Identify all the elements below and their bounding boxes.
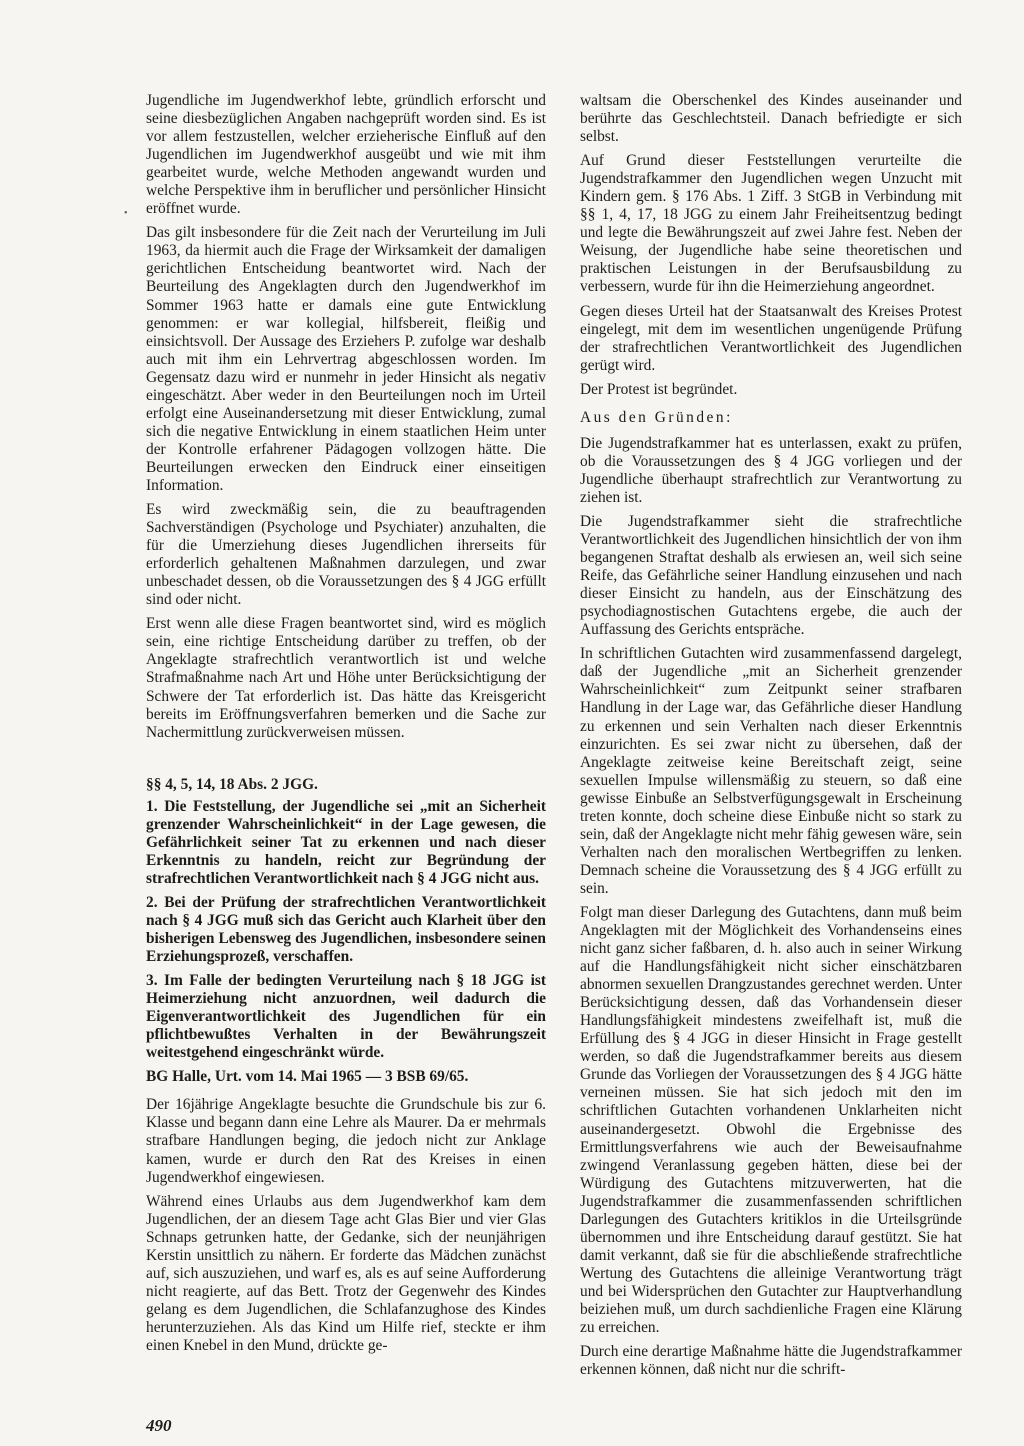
paragraph: In schriftlichen Gutachten wird zusammenfassend dargelegt, daß der Jugendliche „mit an Sicherheit grenzender Wahrscheinlichkeit“ zum Zeitpunkt seiner strafbaren Handlung in der Lage war, das Gefährliche dieser Handlung zu erkennen und sein Verhalten nach dieser Erkenntnis einzurichten. Es sei zwar nicht zu übersehen, daß der Angeklagte zeitweise keine Bereitschaft zeigt, seine sexuellen Impulse willensmäßig zu steuern, so daß eine gewisse Einbuße an Selbstverfügungsgewalt in Erscheinung treten konnte, doch scheine diese Einbuße nicht so stark zu sein, daß der Angeklagte nicht mehr fähig gewesen wäre, sein Verhalten nach den moralischen Wertbegriffen zu lenken. Demnach scheine die Voraussetzung des § 4 JGG erfüllt zu sein. <box>580 645 962 897</box>
section-gap <box>146 748 546 776</box>
right-column <box>580 92 962 1385</box>
section-heading: §§ 4, 5, 14, 18 Abs. 2 JGG. <box>146 775 318 793</box>
paragraph: Folgt man dieser Darlegung des Gutachtens, dann muß beim Angeklagten mit der Möglichkeit des Vorhandenseins eines nicht ganz sicher faßbaren, d. h. also auch in seiner Wirkung auf die Handlungsfähigkeit nicht sicher einschätzbaren abnormen sexuellen Drangzustandes gerechnet werden. Unter Berücksichtigung dessen, daß das Vorhandensein dieser Handlungsfähigkeit mindestens zweifelhaft ist, muß die Erfüllung des § 4 JGG in dieser Hinsicht in Frage gestellt werden, so daß die Jugendstrafkammer bereits aus diesem Grunde das Vorliegen der Voraussetzungen des § 4 JGG hätte verneinen müssen. Sie hat sich jedoch mit den im schriftlichen Gutachten vorhandenen Unklarheiten nicht auseinandergesetzt. Obwohl die Ergebnisse des Ermittlungsverfahrens wie auch der Beweisaufnahme zwingend Veranlassung gegeben hätten, diese bei der Würdigung des Gutachtens mitzuverwerten, hat die Jugendstrafkammer die zusammenfassenden schriftlichen Darlegungen des Gutachters kritiklos in die Urteilsgründe übernommen und ihre Entscheidung darauf gestützt. Sie hat damit verkannt, daß sie für die abschließende strafrechtliche Wertung des Gutachtens die alleinige Verantwortung trägt und bei Widersprüchen den Gutachter zur Hauptverhandlung beiziehen muß, um durch sachdienliche Fragen eine Klärung zu erreichen. <box>580 903 962 1337</box>
paragraph: Während eines Urlaubs aus dem Jugendwerkhof kam dem Jugendlichen, der an diesem Tage acht Glas Bier und vier Glas Schnaps getrunken hatte, der Gedanke, sich der neunjährigen Kerstin unsittlich zu nähern. Er forderte das Mädchen zunächst auf, sich auszuziehen, und warf es, als es auf seine Aufforderung nicht reagierte, auf das Bett. Trotz der Gegenwehr des Kindes gelang es dem Jugendlichen, die Schlafanzughose des Kindes herunterzuziehen. Als das Kind um Hilfe rief, steckte er ihm einen Knebel in den Mund, drückte ge- <box>146 1192 546 1354</box>
page-number: 490 <box>146 1416 172 1435</box>
paragraph: Die Jugendstrafkammer hat es unterlassen, exakt zu prüfen, ob die Voraussetzungen des § 4 JGG vorliegen und der Jugendliche überhaupt strafrechtlich zur Verantwortung zu ziehen ist. <box>580 434 962 506</box>
paragraph: Der 16jährige Angeklagte besuchte die Grundschule bis zur 6. Klasse und begann dann eine Lehre als Maurer. Da er mehrmals strafbare Handlungen beging, die jedoch nicht zur Anklage kamen, wurde er durch den Rat des Kreises in einen Jugendwerkhof eingewiesen. <box>146 1096 546 1186</box>
paragraph: Auf Grund dieser Feststellungen verurteilte die Jugendstrafkammer den Jugendlichen wegen Unzucht mit Kindern gem. § 176 Abs. 1 Ziff. 3 StGB in Verbindung mit §§ 1, 4, 17, 18 JGG zu einem Jahr Freiheitsentzug bedingt und legte die Bewährungszeit auf zwei Jahre fest. Neben der Weisung, der Jugendliche habe seine theoretischen und praktischen Leistungen in der Berufsausbildung zu verbessern, wurde für ihn die Heimerziehung angeordnet. <box>580 152 962 296</box>
paragraph: Es wird zweckmäßig sein, die zu beauftragenden Sachverständigen (Psychologe und Psychiater) anzuhalten, die für die Umerziehung dieses Jugendlichen ihrerseits für erforderlich gehaltenen Maßnahmen darzulegen, und zwar unbeschadet dessen, ob die Voraussetzungen des § 4 JGG erfüllt sind oder nicht. <box>146 501 546 609</box>
paragraph: Der Protest ist begründet. <box>580 380 738 398</box>
headnote: 1. Die Feststellung, der Jugendliche sei „mit an Sicherheit grenzender Wahrscheinlichkeit“ in der Lage gewesen, die Gefährlichkeit seiner Tat zu erkennen und nach dieser Erkenntnis zu handeln, reicht zur Begründung der strafrechtlichen Verantwortlichkeit nach § 4 JGG nicht aus. <box>146 797 546 887</box>
paragraph: Das gilt insbesondere für die Zeit nach der Verurteilung im Juli 1963, da hiermit auch die Frage der Wirksamkeit der damaligen gerichtlichen Entscheidung beantwortet wird. Nach der Beurteilung des Angeklagten durch den Jugendwerkhof im Sommer 1963 hatte er damals eine gute Entwicklung genommen: er war kollegial, hilfsbereit, fleißig und einsichtsvoll. Der Aussage des Erziehers P. zufolge war deshalb auch mit ihm ein Lehrvertrag abgeschlossen worden. Im Gegensatz dazu wird er nunmehr in jeder Hinsicht als negativ eingeschätzt. Aber weder in den Beurteilungen noch im Urteil erfolgt eine Auseinandersetzung mit dieser Entwicklung, zumal sich die negative Entwicklung in einem staatlichen Heim unter der Kontrolle erfahrener Pädagogen vollzogen hätte. Die Beurteilungen erwecken den Eindruck einer einseitigen Information. <box>146 224 546 494</box>
headnote: 2. Bei der Prüfung der strafrechtlichen Verantwortlichkeit nach § 4 JGG muß sich das Gericht auch Klarheit über den bisherigen Lebensweg des Jugendlichen, insbesondere seinen Erziehungsprozeß, verschaffen. <box>146 893 546 966</box>
section-caption: Aus den Gründen: <box>580 408 733 426</box>
paragraph: Gegen dieses Urteil hat der Staatsanwalt des Kreises Protest eingelegt, mit dem im wesentlichen ungenügende Prüfung der strafrechtlichen Verantwortlichkeit des Jugendlichen gerügt wird. <box>580 302 962 374</box>
paragraph: Die Jugendstrafkammer sieht die strafrechtliche Verantwortlichkeit des Jugendlichen hinsichtlich der von ihm begangenen Straftat deshalb als erwiesen an, weil sich seine Reife, das Gefährliche seiner Handlung einzusehen und nach dieser Einsicht zu handeln, aus der Einschätzung des psychodiagnostischen Gutachtens ergebe, die auch der Auffassung des Gerichts entspräche. <box>580 512 962 639</box>
paragraph: Durch eine derartige Maßnahme hätte die Jugendstrafkammer erkennen können, daß nicht nur die schrift- <box>580 1343 962 1379</box>
paragraph: waltsam die Oberschenkel des Kindes auseinander und berührte das Geschlechtsteil. Danach befriedigte er sich selbst. <box>580 92 962 146</box>
paragraph: Erst wenn alle diese Fragen beantwortet sind, wird es möglich sein, eine richtige Entscheidung darüber zu treffen, ob der Angeklagte strafrechtlich verantwortlich ist und welche Strafmaßnahme nach Art und Höhe unter Berücksichtigung der Schwere der Tat erforderlich ist. Das hätte das Kreisgericht bereits im Eröffnungsverfahren bemerken und die Sache zur Nachermittlung zurückverweisen müssen. <box>146 615 546 741</box>
headnote: 3. Im Falle der bedingten Verurteilung nach § 18 JGG ist Heimerziehung nicht anzuordnen, weil dadurch die Eigenverantwortlichkeit des Jugendlichen für ein pflichtbewußtes Verhalten in der Bewährungszeit weitestgehend eingeschränkt würde. <box>146 972 546 1062</box>
margin-mark: • <box>124 208 128 219</box>
paragraph: Jugendliche im Jugendwerkhof lebte, gründlich erforscht und seine diesbezüglichen Angaben nachgeprüft worden sind. Es ist vor allem festzustellen, welcher erzieherische Einfluß auf den Jugendlichen im Jugendwerkhof ausgeübt und wie mit ihm gearbeitet wurde, welche Methoden angewandt wurden und welche Perspektive ihm in beruflicher und persönlicher Hinsicht eröffnet wurde. <box>146 92 546 218</box>
court-reference: BG Halle, Urt. vom 14. Mai 1965 — 3 BSB 69/65. <box>146 1068 469 1086</box>
left-column <box>146 92 546 1361</box>
